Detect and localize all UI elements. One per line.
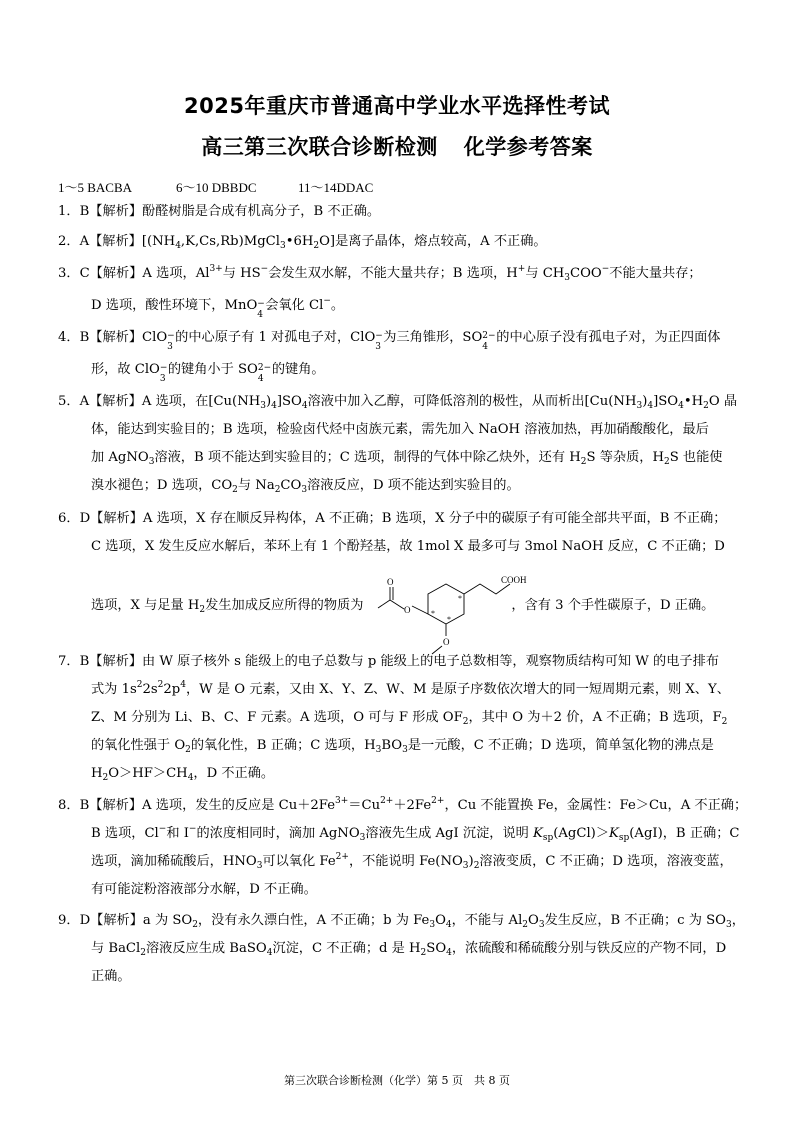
answer-key-11-14: 11～14DDAC xyxy=(298,180,374,195)
answer-key-1-5: 1～5 BACBA xyxy=(58,180,133,195)
mol-carbonyl-o: O xyxy=(387,577,394,587)
question-2-explanation: 2．A【解析】$[(NH_4,K,Cs,Rb)MgCl_3•6H_2O]$是离子晶体，熔点较高，A 不正确。 xyxy=(58,234,547,251)
exam-subtitle: 高三第三次联合诊断检测 xyxy=(201,135,438,159)
chiral-star-3: * xyxy=(447,615,451,624)
question-6-explanation: 6．D【解析】A 选项，X 存在顺反异构体，A 不正确；B 选项，X 分子中的碳原子有可能全部共平面，B 不正确； C 选项，X 发生反应水解后，苯环上有 1 个酚羟基，故 1mol X 最多可与 3mol NaOH 反应，C 不正确；D xyxy=(58,511,727,554)
question-1-explanation: 1．B【解析】酚醛树脂是合成有机高分子，B 不正确。 xyxy=(58,204,381,219)
chiral-star-1: * xyxy=(458,594,462,603)
question-8-explanation: 8．B【解析】A 选项，发生的反应是 $Cu+2Fe^{3+}=Cu^{2+}+2Fe^{2+}$，Cu 不能置换 Fe，金属性：Fe＞Cu，A 不正确； B 选项，Cl−和 I−的浓度相同时，滴加 AgNO$_3$溶液先生成 AgI 沉淀，说明 $K_{sp}(AgCl)>K_{sp}(AgI)$，B 正确；C 选项，滴加稀硫酸后，$HNO_3$可以氧化 $Fe^{2+}$，不能说明 $Fe(NO_3)_2$溶液变质，C 不正确；D 选项，溶液变蓝， 有可能淀粉溶液部分水解，D 不正确。 xyxy=(58,796,748,897)
question-4-explanation: 4．B【解析】ClO − 3 的中心原子有 1 对孤电子对，ClO − 3 为三角锥形，SO 2− 4 的中心原子没有孤电子对，为正四面体 形，故 ClO − 3 的键角小于 SO 2− 4 的键角。 xyxy=(58,330,721,384)
mol-cooh-label: COOH xyxy=(501,576,527,585)
question-5-explanation: 5．A【解析】A 选项，在$[Cu(NH_3)_4]SO_4$溶液中加入乙醇，可降低溶剂的极性，从而析出$[Cu(NH_3)_4]SO_4•H_2O$ 晶 体，能达到实验目的；B 选项，检验卤代烃中卤族元素，需先加入 NaOH 溶液加热，再加硝酸酸化，最后 加 AgNO$_3$溶液，B 项不能达到实验目的；C 选项，制得的气体中除乙炔外，还有 $H_2S$ 等杂质，$H_2S$ 也能使 溴水褪色；D 选项，$CO_2$与 $Na_2CO_3$溶液反应，D 项不能达到实验目的。 xyxy=(58,394,738,495)
answer-key-6-10: 6～10 DBBDC xyxy=(176,180,257,195)
exam-title: 2025年重庆市普通高中学业水平选择性考试 xyxy=(184,94,610,118)
answer-heading: 化学参考答案 xyxy=(463,135,593,159)
question-6-explanation-cont: 选项，X 与足量 $H_2$发生加成反应所得的物质为 ，含有 3 个手性碳原子，D 正确。 xyxy=(91,598,715,615)
chiral-star-2: * xyxy=(431,609,435,618)
answer-key-line xyxy=(58,177,373,196)
question-9-explanation: 9．D【解析】a 为 $SO_2$，没有永久漂白性，A 不正确；b 为 $Fe_3O_4$，不能与 $Al_2O_3$发生反应，B 不正确；c 为 $SO_3$， 与 BaCl$_2$溶液反应生成 BaSO$_4$沉淀，C 不正确；d 是 $H_2SO_4$，浓硫酸和稀硫酸分别与铁反应的产物不同，D 正确。 xyxy=(58,913,745,984)
page-footer: 第三次联合诊断检测（化学）第 5 页 共 8 页 xyxy=(284,1074,510,1087)
mol-ester-o: O xyxy=(404,605,411,615)
question-3-explanation: 3．C【解析】A 选项，$Al^{3+}$与 HS−会发生双水解，不能大量共存；B 选项，H+与 $CH_3COO^-$不能大量共存； D 选项，酸性环境下，MnO − 4 会氧化 Cl−。 xyxy=(58,264,702,320)
question-7-explanation: 7．B【解析】由 W 原子核外 s 能级上的电子总数与 p 能级上的电子总数相等，观察物质结构可知 W 的电子排布 式为 $1s^22s^22p^4$，W 是 O 元素，又由 X、Y、Z、W、M 是原子序数依次增大的同一短周期元素，则 X、Y、 Z、M 分别为 Li、B、C、F 元素。A 选项，O 可与 F 形成 $OF_2$，其中 O 为＋2 价，A 不正确；B 选项，$F_2$ 的氧化性强于 $O_2$的氧化性，B 正确；C 选项，$H_3BO_3$是一元酸，C 不正确；D 选项，简单氢化物的沸点是 $H_2O>HF>CH_4$，D 不正确。 xyxy=(58,654,730,783)
answer-title xyxy=(0,131,794,161)
mol-methoxy-o: O xyxy=(443,637,450,647)
